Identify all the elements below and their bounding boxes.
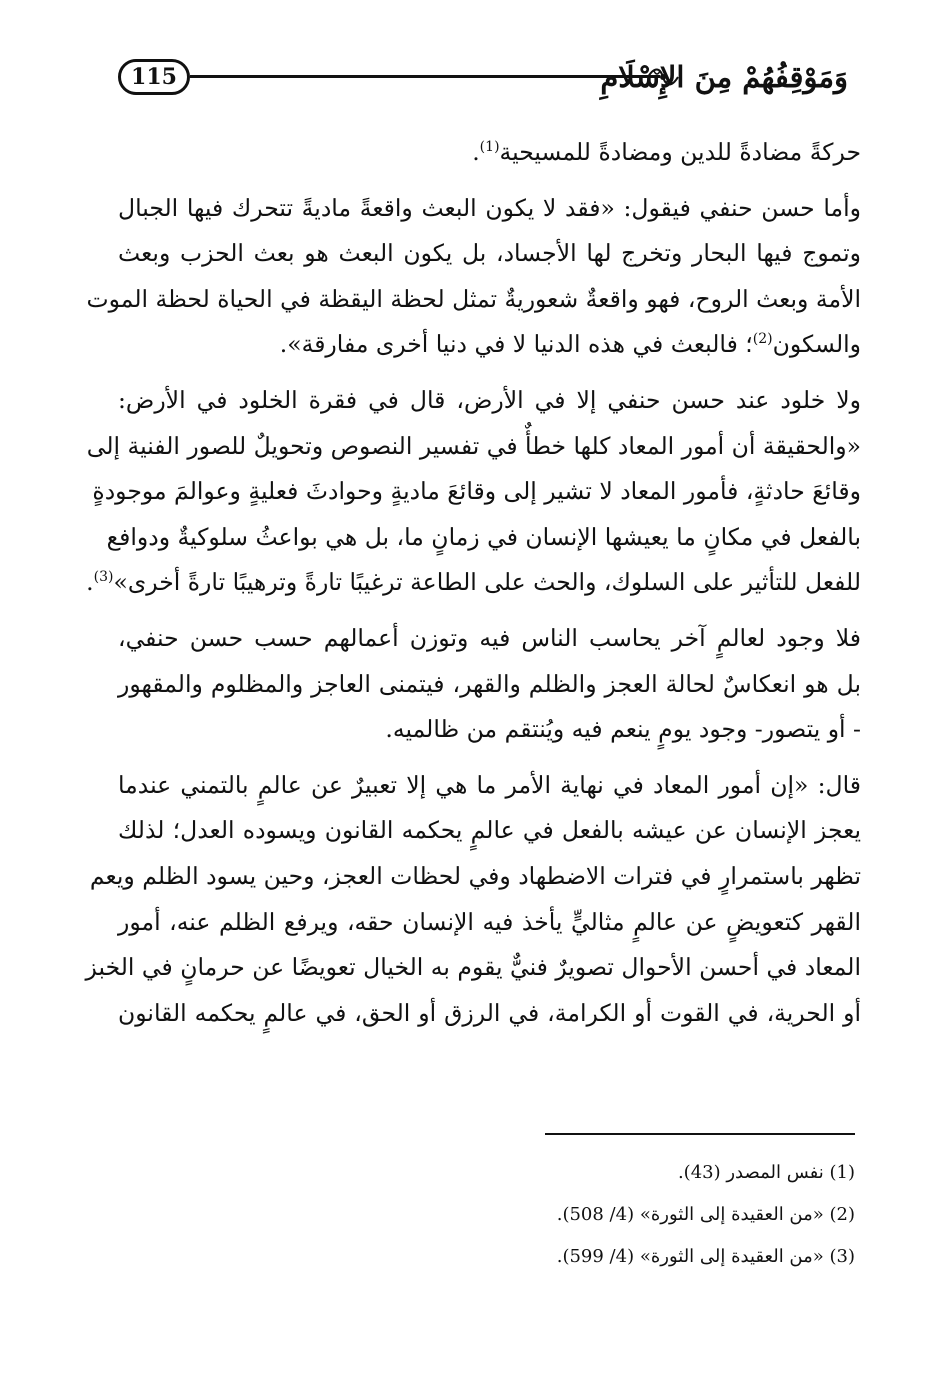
text-line: وأما حسن حنفي فيقول: «فقد لا يكون البعث واقعةً ماديةً تتحرك فيها الجبال <box>118 193 861 222</box>
text-line: المعاد في أحسن الأحوال تصويرٌ فنيٌّ يقوم به الخيال تعويضًا عن حرمانٍ في الخبز <box>85 953 861 982</box>
footnote-separator <box>545 1133 855 1135</box>
text-line: فلا وجود لعالمٍ آخر يحاسب الناس فيه وتوزن أعمالهم حسب حسن حنفي، <box>118 623 861 652</box>
text-line: يعجز الإنسان عن عيشه بالفعل في عالمٍ يحكمه القانون ويسوده العدل؛ لذلك <box>118 816 861 845</box>
text-line: وقائعَ حادثةٍ، فأمور المعاد لا تشير إلى وقائعَ ماديةٍ وحوادثَ فعليةٍ وعوالمَ موجودةٍ <box>92 477 861 506</box>
text-line: ولا خلود عند حسن حنفي إلا في الأرض، قال في فقرة الخلود في الأرض: <box>118 385 861 414</box>
text-line: والسكون$^{(2)}$؛ فالبعث في هذه الدنيا لا في دنيا أخرى مفارقة». <box>279 330 861 359</box>
text-line: - أو يتصور- وجود يومٍ ينعم فيه ويُنتقم من ظالميه. <box>385 715 861 744</box>
text-line: تظهر باستمرارٍ في فترات الاضطهاد وفي لحظات العجز، وحين يسود الظلم ويعم <box>89 861 861 890</box>
text-line: أو الحرية، في القوت أو الكرامة، في الرزق أو الحق، في عالمٍ يحكمه القانون <box>118 998 861 1027</box>
text-line: «والحقيقة أن أمور المعاد كلها خطأٌ في تفسير النصوص وتحويلٌ للصور الفنية إلى <box>86 431 861 460</box>
header-rule <box>190 75 660 78</box>
text-line: حركةً مضادةً للدين ومضادةً للمسيحية$^{(1)}$. <box>472 138 861 166</box>
text-line: للفعل للتأثير على السلوك، والحث على الطاعة ترغيبًا تارةً وترهيبًا تارةً أخرى»$^{(3)}$. <box>86 568 861 597</box>
text-line: الأمة وبعث الروح، فهو واقعةٌ شعوريةٌ تمثل لحظة اليقظة في الحياة لحظة الموت <box>86 284 861 313</box>
main-text <box>85 130 861 1036</box>
text-line: وتموج فيها البحار وتخرج لها الأجساد، بل يكون البعث هو بعث الحزب وبعث <box>118 239 861 268</box>
footnote: (3) «من العقيدة إلى الثورة» (4/ 599). <box>556 1246 855 1267</box>
text-line: بالفعل في مكانٍ ما يعيشها الإنسان في زمانٍ ما، بل هي بواعثُ سلوكيةٌ ودوافع <box>106 522 861 551</box>
text-line: قال: «إن أمور المعاد في نهاية الأمر ما هي إلا تعبيرٌ عن عالمٍ بالتمني عندما <box>118 770 861 799</box>
text-line: القهر كتعويضٍ عن عالمٍ مثاليٍّ يأخذ فيه الإنسان حقه، ويرفع الظلم عنه، أمور <box>118 907 861 936</box>
book-title: وَمَوْقِفُهُمْ مِنَ الإِسْلَامِ <box>600 60 848 94</box>
page-header <box>118 55 848 115</box>
page-number-badge: 115 <box>118 59 190 95</box>
footnote: (2) «من العقيدة إلى الثورة» (4/ 508). <box>556 1204 855 1225</box>
footnotes <box>300 1152 855 1278</box>
footnote: (1) نفس المصدر (43). <box>677 1162 855 1183</box>
text-line: بل هو انعكاسٌ لحالة العجز والظلم والقهر، فيتمنى العاجز والمظلوم والمقهور <box>118 669 861 698</box>
